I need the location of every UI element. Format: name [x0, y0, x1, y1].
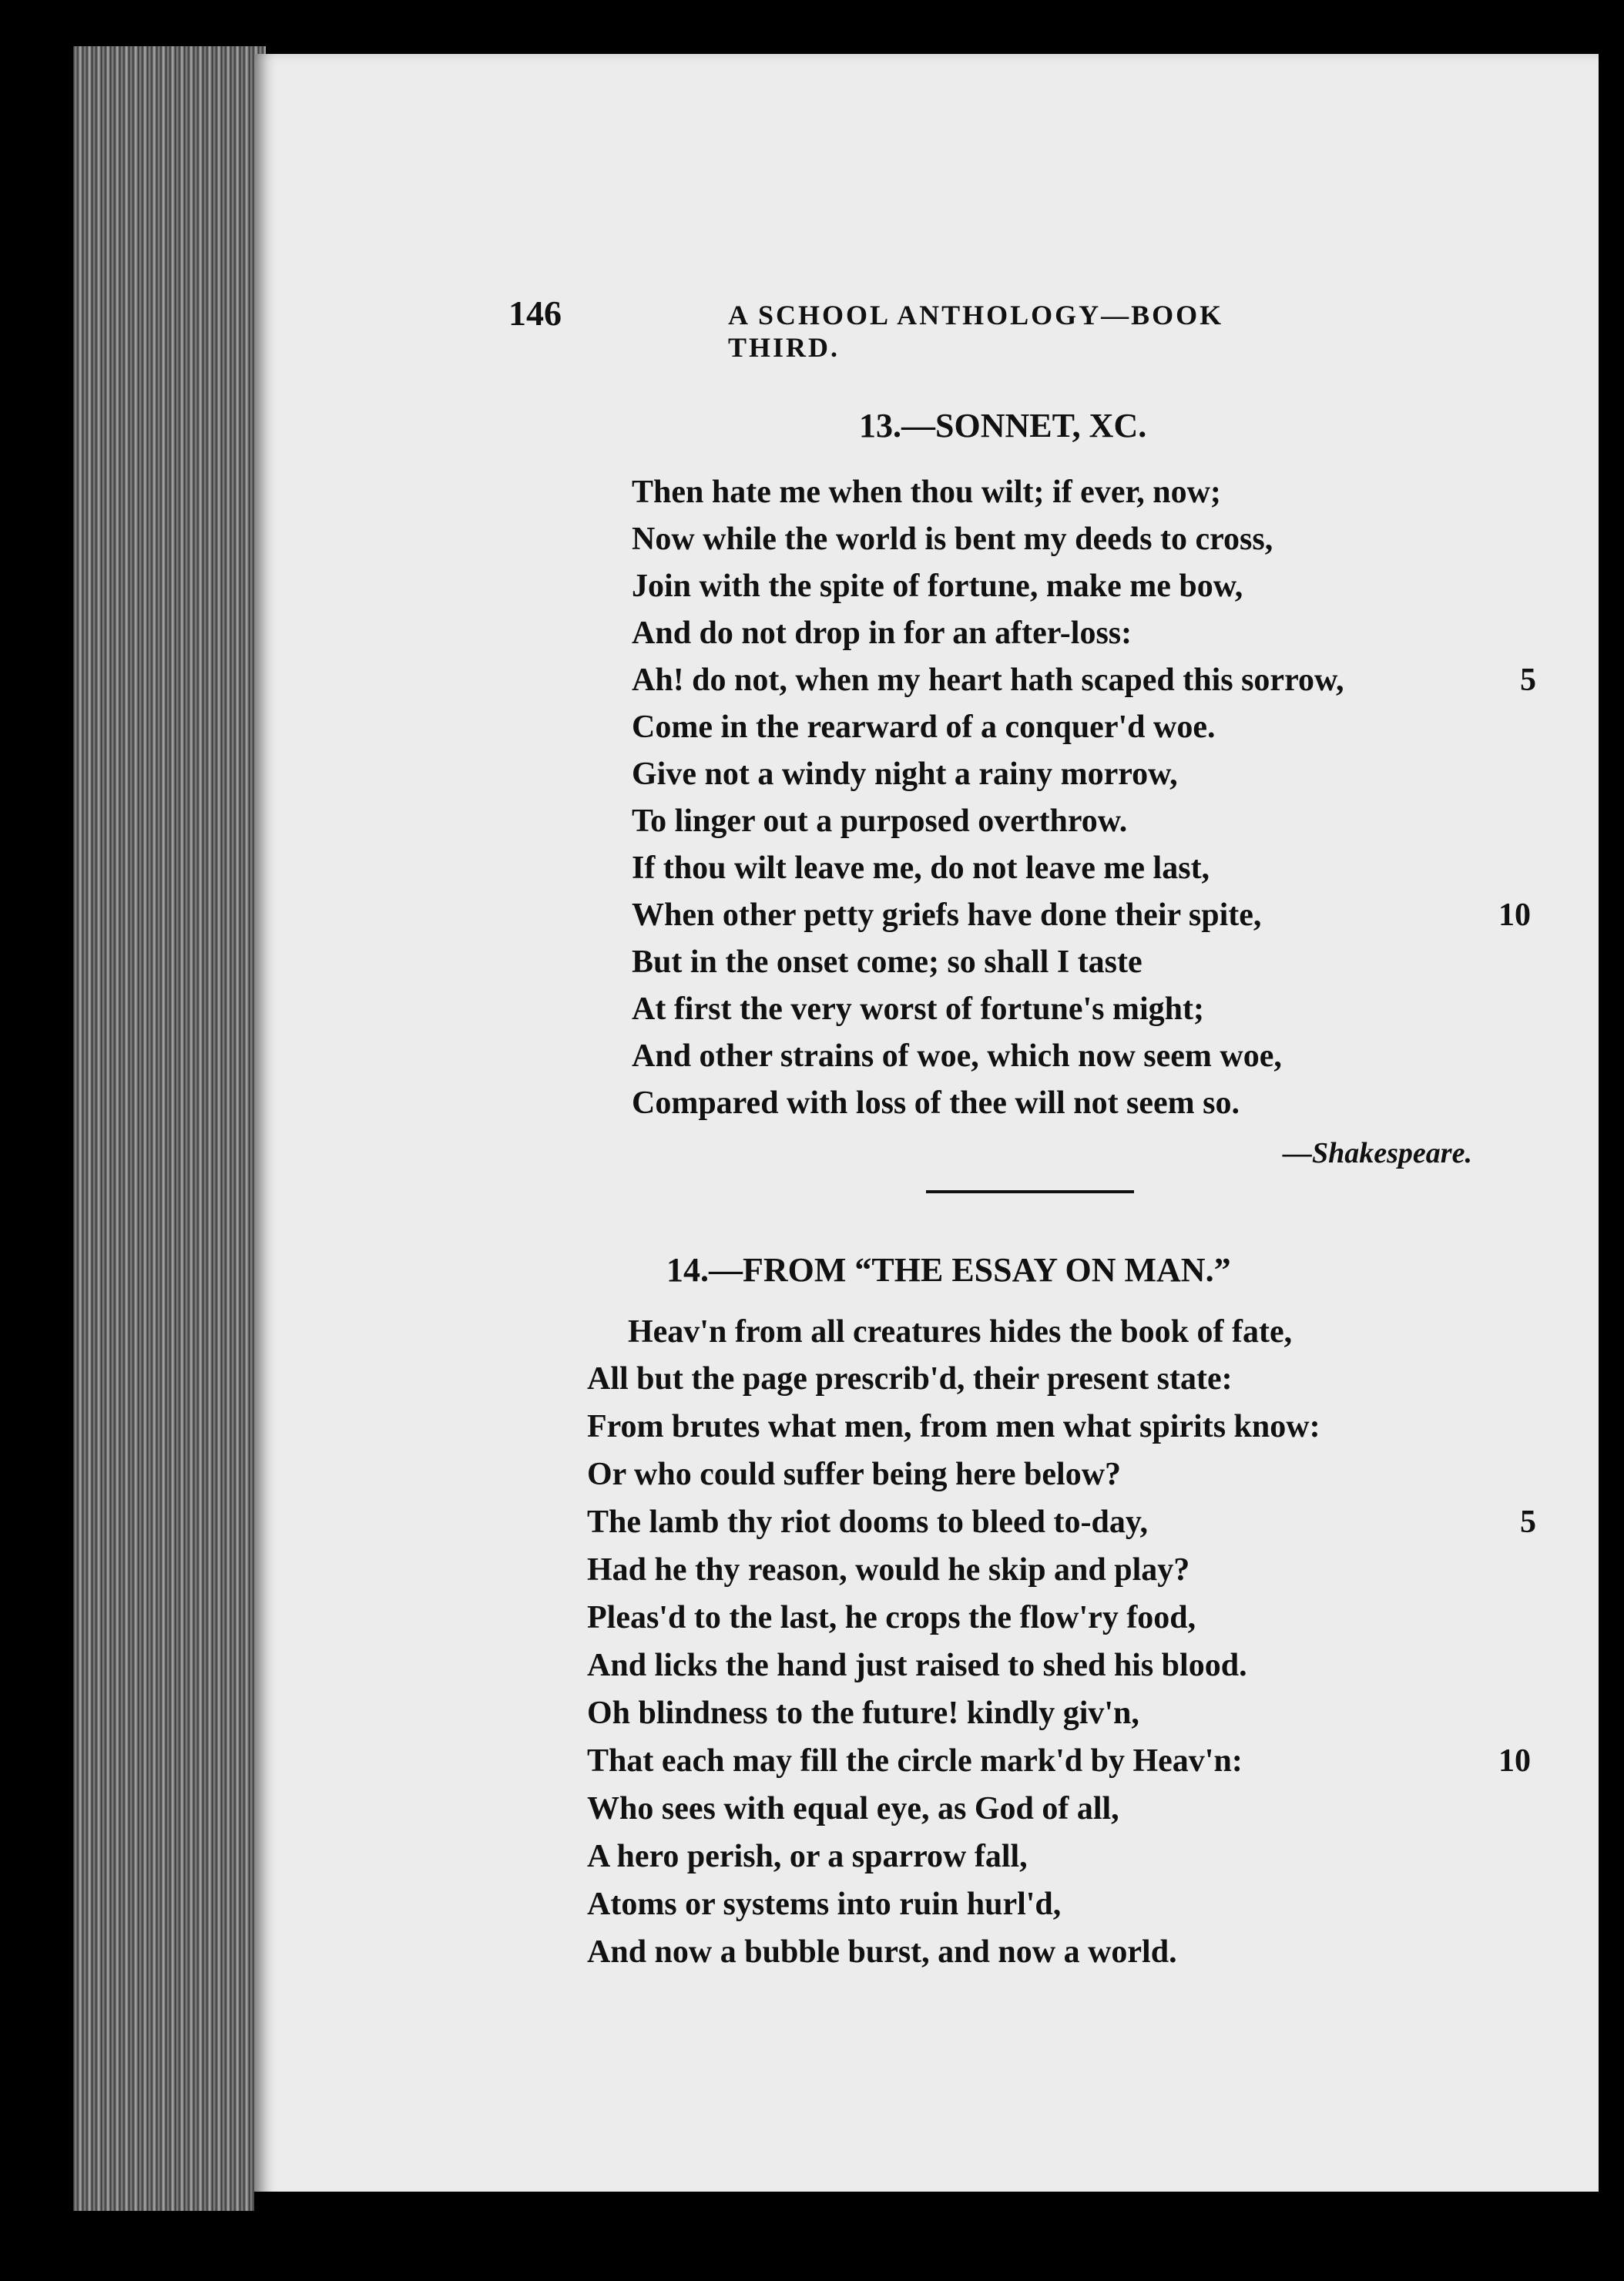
- poem-line: A hero perish, or a sparrow fall,: [587, 1839, 1028, 1874]
- poem-title: 14.—FROM “THE ESSAY ON MAN.”: [666, 1251, 1231, 1289]
- running-title: A SCHOOL ANTHOLOGY—BOOK THIRD.: [728, 300, 1224, 363]
- poem-line: Oh blindness to the future! kindly giv'n,: [587, 1696, 1139, 1731]
- book-page: [254, 54, 1599, 2203]
- poem-line: When other petty griefs have done their spite,: [632, 897, 1262, 933]
- poem-line: The lamb thy riot dooms to bleed to-day,: [587, 1504, 1149, 1540]
- poem-line: Heav'n from all creatures hides the book of fate,: [628, 1314, 1293, 1350]
- poem-line: And do not drop in for an after-loss:: [632, 616, 1132, 651]
- poem-line: Now while the world is bent my deeds to cross,: [632, 522, 1273, 557]
- poem-line: Give not a windy night a rainy morrow,: [632, 756, 1178, 792]
- poem-line: Then hate me when thou wilt; if ever, now;: [632, 475, 1221, 510]
- poem-line: To linger out a purposed overthrow.: [632, 803, 1128, 839]
- page-edges: [73, 46, 266, 2211]
- section-divider: [926, 1190, 1134, 1193]
- poem-line: Who sees with equal eye, as God of all,: [587, 1791, 1119, 1826]
- poem-line: From brutes what men, from men what spirits know:: [587, 1409, 1320, 1444]
- poem-line: Pleas'd to the last, he crops the flow'ry food,: [587, 1600, 1196, 1635]
- poem-line: All but the page prescrib'd, their present state:: [587, 1361, 1233, 1397]
- attribution: —Shakespeare.: [1283, 1137, 1472, 1169]
- poem-line: Had he thy reason, would he skip and play?: [587, 1552, 1190, 1588]
- running-head: [508, 293, 1340, 363]
- poem-line: Ah! do not, when my heart hath scaped this sorrow,: [632, 662, 1344, 698]
- poem-line: If thou wilt leave me, do not leave me last,: [632, 850, 1210, 886]
- poem-line: But in the onset come; so shall I taste: [632, 944, 1143, 980]
- poem-line: And licks the hand just raised to shed his blood.: [587, 1648, 1247, 1683]
- poem-line: Or who could suffer being here below?: [587, 1457, 1122, 1492]
- page-number: 146: [508, 294, 562, 333]
- line-number: 5: [1520, 662, 1536, 698]
- poem-line: At first the very worst of fortune's might;: [632, 991, 1204, 1027]
- line-number: 10: [1498, 1743, 1531, 1779]
- poem-line: And now a bubble burst, and now a world.: [587, 1934, 1177, 1970]
- page-bottom-shadow: [254, 2192, 1599, 2281]
- poem-line: That each may fill the circle mark'd by Heav'n:: [587, 1743, 1243, 1779]
- poem-line: Compared with loss of thee will not seem so.: [632, 1085, 1240, 1121]
- poem-line: And other strains of woe, which now seem woe,: [632, 1038, 1282, 1074]
- poem-line: Come in the rearward of a conquer'd woe.: [632, 709, 1216, 745]
- line-number: 5: [1520, 1504, 1536, 1540]
- poem-line: Join with the spite of fortune, make me bow,: [632, 569, 1243, 604]
- line-number: 10: [1498, 897, 1531, 933]
- poem-line: Atoms or systems into ruin hurl'd,: [587, 1887, 1062, 1922]
- poem-title: 13.—SONNET, XC.: [859, 407, 1147, 444]
